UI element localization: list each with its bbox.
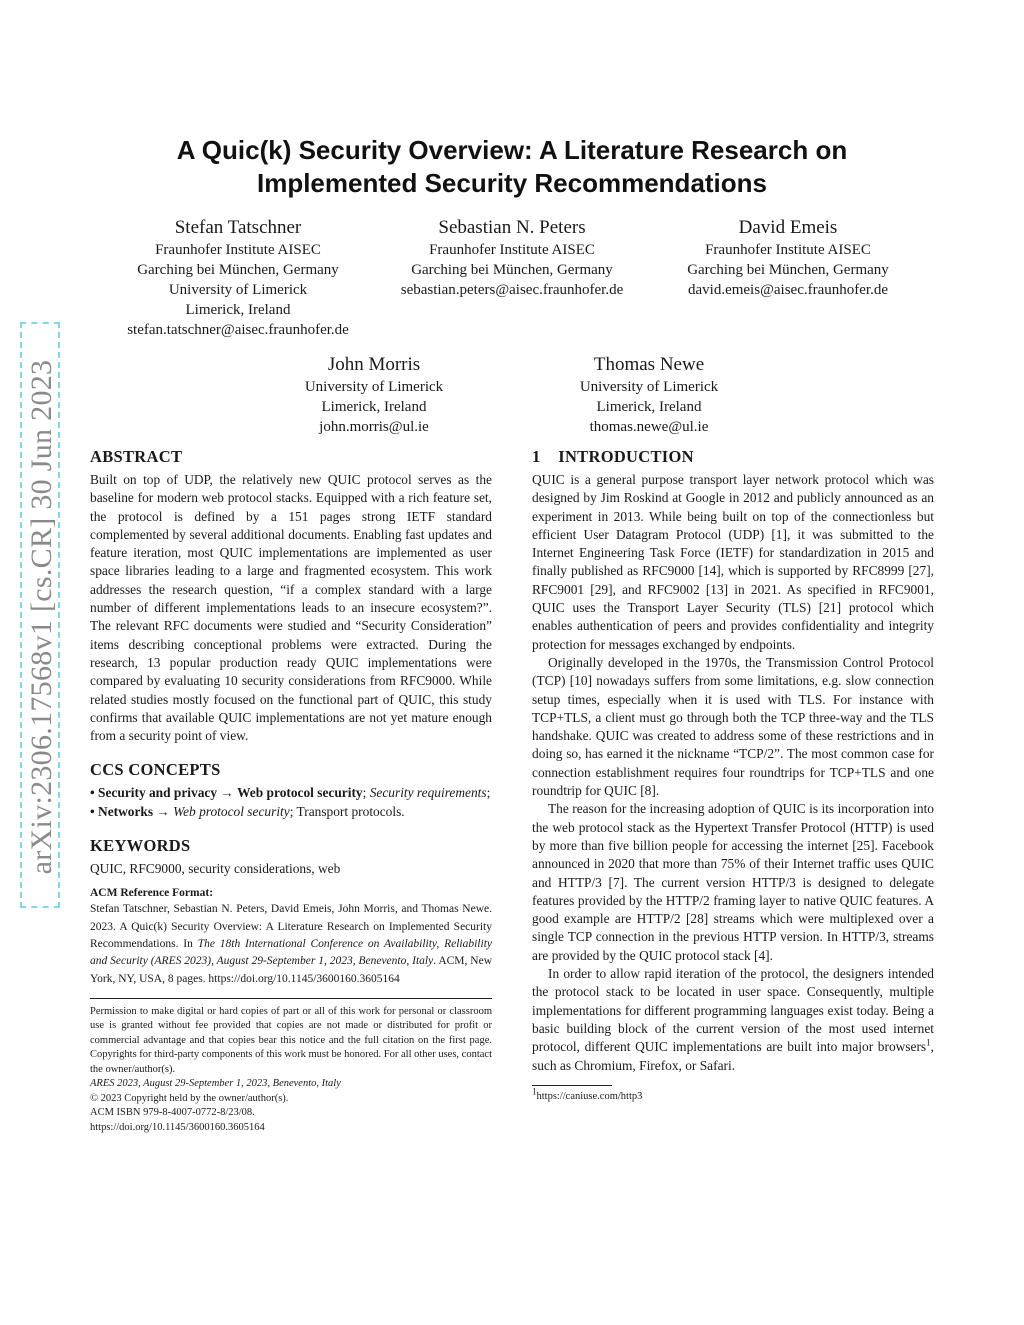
author-email[interactable]: thomas.newe@ul.ie [589,419,709,435]
footnote-link[interactable]: https://caniuse.com/http3 [536,1090,643,1102]
author-name: Sebastian N. Peters [438,217,586,238]
author-affiliation: Limerick, Ireland [185,302,291,318]
acm-ref-part: . ACM, New York, NY, USA, 8 pages. https://doi.org/10.1145/3600160.3605164 [90,955,493,985]
title-line-1: A Quic(k) Security Overview: A Literature Research on [176,135,848,165]
ccs-term: • Security and privacy [90,785,218,801]
author-affiliation: Garching bei München, Germany [137,262,339,278]
paper-title [100,134,924,200]
author-email[interactable]: sebastian.peters@aisec.fraunhofer.de [400,282,624,298]
intro-text: , such as Chromium, Firefox, or Safari. [532,1039,934,1073]
author-email[interactable]: david.emeis@aisec.fraunhofer.de [688,282,888,298]
author-email[interactable]: stefan.tatschner@aisec.fraunhofer.de [127,322,349,338]
author-block [374,216,650,300]
author-email[interactable]: john.morris@ul.ie [319,419,429,435]
intro-heading: 1 INTRODUCTION [532,447,694,466]
intro-paragraph: The reason for the increasing adoption of QUIC is its incorporation into the web protocol stack as the Hypertext Transfer Protocol (HTTP) is used by more than five billion people for accessing the internet [25]. Facebook announced in 2020 that more than 75% of their Internet traffic uses QUIC and HTTP/3 [7]. The current version HTTP/3 is designed to delegate features provided by the HTTP/2 framing layer to native QUIC features. A good example are HTTP/2 [28] streams which were multiplexed over a single TCP connection in the previous HTTP version. In HTTP/3, streams are provided by the QUIC protocol stack [4]. [532,801,934,963]
author-affiliation: Fraunhofer Institute AISEC [155,242,321,258]
author-block [650,216,926,300]
ccs-term: Security requirements [369,785,487,801]
author-block [100,216,376,340]
ccs-term: Web protocol security [237,785,363,801]
footnote-number: 1 [532,1086,537,1097]
permission-venue: ARES 2023, August 29-September 1, 2023, Benevento, Italy [90,1078,341,1090]
intro-paragraph: Originally developed in the 1970s, the Transmission Control Protocol (TCP) [10] nowadays suffers from some limitations, e.g. slow connection setup times, especially when it is used with TLS. For instance with TCP+TLS, a client must go through both the TCP three-way and the TLS handshake. QUIC was created to address some of these restrictions and in doing so, has earned it the nickname “TCP/2”. The most common case for connection establishment requires four roundtrips for TCP+TLS and one roundtrip for QUIC [8]. [532,654,934,799]
author-name: David Emeis [738,217,838,238]
author-affiliation: Garching bei München, Germany [687,262,889,278]
acm-ref-heading: ACM Reference Format: [90,887,214,900]
ccs-heading: CCS CONCEPTS [90,760,221,780]
ccs-term: • Networks [90,803,154,819]
permission-isbn: ACM ISBN 979-8-4007-0772-8/23/08. [90,1107,255,1119]
acm-ref-venue: The 18th International Conference on Availability, Reliability and Security (ARES 2023), August 29-September 1, 2023, Benevento, Italy [90,937,492,968]
ccs-sep: ; [486,785,491,801]
author-affiliation: University of Limerick [168,282,308,298]
footnote-rule [532,1085,612,1086]
author-affiliation: Garching bei München, Germany [411,262,613,278]
author-affiliation: Limerick, Ireland [596,399,702,415]
acm-ref-text [90,901,492,987]
author-block [236,353,512,437]
permission-text: Permission to make digital or hard copies of part or all of this work for personal or classroom use is granted without fee provided that copies are not made or distributed for profit or commercial advantage and that copies bear this notice and the full citation on the first page. Copyrights for third-party components of this work must be honored. For all other uses, contact the owner/author(s). [90,1005,492,1075]
ccs-concepts [90,784,492,821]
ccs-sep: ; [362,785,370,801]
keywords-heading: KEYWORDS [90,836,191,856]
ccs-term: Web protocol security [173,803,290,819]
permission-copyright: © 2023 Copyright held by the owner/author(s). [90,1092,289,1104]
ccs-arrow: → [153,803,174,819]
arxiv-id: arXiv:2306.17568v1 [cs.CR] 30 Jun 2023 [25,359,58,875]
intro-text: In order to allow rapid iteration of the protocol, the designers intended the protocol stack to be located in user space. Consequently, multiple implementations for different programming languages exist today. Being a basic building block of the current version of the most used internet protocol, different QUIC implementations are built into major browsers [532,966,934,1055]
arxiv-stamp [20,322,60,908]
author-affiliation: University of Limerick [304,379,444,395]
ccs-arrow: → [217,785,238,801]
author-affiliation: Limerick, Ireland [321,399,427,415]
title-line-2: Implemented Security Recommendations [256,168,768,198]
footnote [532,1086,934,1104]
intro-paragraph: QUIC is a general purpose transport layer network protocol which was designed by Jim Roskind at Google in 2012 and publicly announced as an experiment in 2013. While being built on top of the connectionless but efficient User Datagram Protocol (UDP) [1], it was submitted to the Internet Engineering Task Force (IETF) for standardization in 2015 and finally published as RFC9000 [14], which is supported by RFC8999 [27], RFC9001 [29], and RFC9002 [13] in 2021. As specified in RFC9001, QUIC uses the Transport Layer Security (TLS) [21] protocol which enables authentication of peers and provides confidentiality and integrity protection for messages exchanged by endpoints. [532,472,934,652]
permission-rule [90,998,492,999]
ccs-sep: ; Transport protocols. [289,803,405,819]
author-affiliation: Fraunhofer Institute AISEC [429,242,595,258]
abstract-text: Built on top of UDP, the relatively new QUIC protocol serves as the baseline for modern web protocol stacks. Equipped with a rich feature set, the protocol is defined by a 151 pages strong IETF standard complemented by several additional documents. Enabling fast updates and feature iteration, most QUIC implementations are implemented as user space libraries leading to a large and fragmented ecosystem. This work addresses the research question, “if a complex standard with a large number of different implementations leads to an insecure ecosystem?”. The relevant RFC documents were studied and “Security Consideration” items describing conceptional problems were extracted. During the research, 13 popular production ready QUIC implementations were compared by evaluating 10 security considerations from RFC9000. While related studies mostly focused on the functional part of QUIC, this study confirms that available QUIC implementations are not yet mature enough from a security point of view. [90,472,492,744]
right-column [532,446,934,1104]
abstract-heading: ABSTRACT [90,447,183,466]
acm-ref-part: Stefan Tatschner, Sebastian N. Peters, David Emeis, John Morris, and Thomas Newe. 2023. A Quic(k) Security Overview: A Literature Research on Implemented Security Recommendations. In [90,903,492,950]
author-block [511,353,787,437]
author-affiliation: University of Limerick [579,379,719,395]
footnote-marker[interactable]: 1 [926,1037,931,1048]
author-name: John Morris [327,354,421,375]
author-affiliation: Fraunhofer Institute AISEC [705,242,871,258]
permission-doi[interactable]: https://doi.org/10.1145/3600160.3605164 [90,1121,265,1133]
author-name: Thomas Newe [593,354,705,375]
keywords-text: QUIC, RFC9000, security considerations, web [90,861,341,877]
intro-paragraph [532,965,934,1075]
author-name: Stefan Tatschner [174,217,302,238]
left-column [90,446,492,1135]
